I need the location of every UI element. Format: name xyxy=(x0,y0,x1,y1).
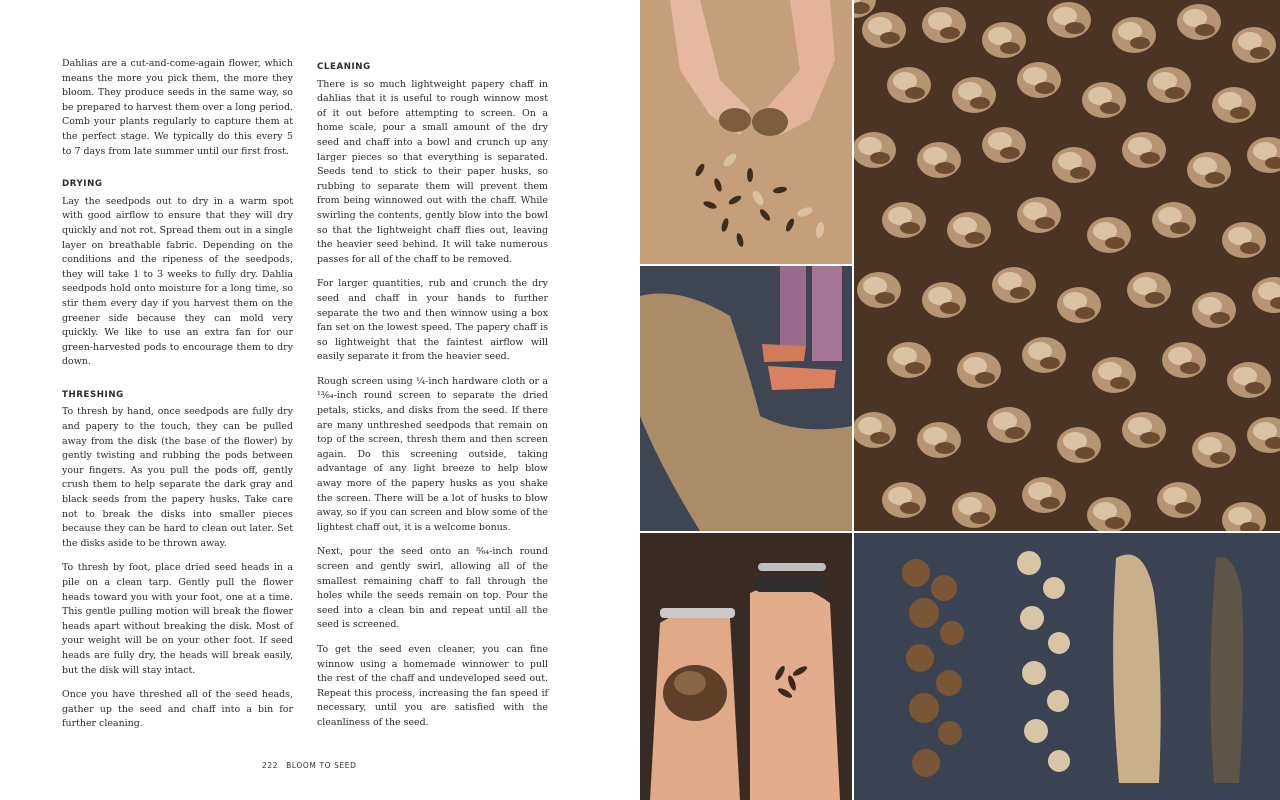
photo-foot-threshing xyxy=(640,266,852,531)
threshing-gather-paragraph: Once you have threshed all of the seed heads, gather up the seed and chaff into a bin for further cleaning. xyxy=(62,689,293,730)
cleaning-fine-screen-paragraph: Next, pour the seed onto an ⁸⁄₆₄-inch round screen and gently swirl, allowing all of the smallest remaining chaff to fall through the holes while the seeds remain on top. Pour the seed into a clean bin and repeat until all the seed is screened. xyxy=(317,546,548,631)
photo-collage xyxy=(640,0,1280,800)
photo-hands-crushing-pods xyxy=(640,0,852,264)
cleaning-heading: CLEANING xyxy=(317,62,371,72)
drying-heading: DRYING xyxy=(62,179,103,190)
cleaning-fine-winnow-paragraph: To get the seed even cleaner, you can fine winnow using a homemade winnower to pull the rest of the chaff and undeveloped seed out. Repeat this process, increasing the fan speed if necessary, until you are satisfied with the cleanliness of the seed. xyxy=(317,643,548,728)
cleaning-winnow-paragraph: There is so much lightweight papery chaff in dahlias that it is useful to rough winnow most of it out before attempting to screen. On a home scale, pour a small amount of the dry seed and chaff into a bowl and crunch up any larger pieces so that everything is separated. Seeds tend to stick to their paper husks, so rubbing to separate them will prevent them from being winnowed out with the chaff. While swirling the contents, gently blow into the bowl so that the lightweight chaff flies out, leaving the heavier seed behind. It will take numerous passes for all of the chaff to be removed. xyxy=(317,78,548,265)
threshing-foot-paragraph: To thresh by foot, place dried seed heads in a pile on a clean tarp. Gently pull the flower heads toward you with your foot, one at a time. This gentle pulling motion will break the flower heads apart without breaking the disk. Most of your weight will be on your other foot. If seed heads are fully dry, the heads will break easily, but the disk will stay intact. xyxy=(62,562,293,676)
threshing-heading: THRESHING xyxy=(62,389,124,400)
photo-dried-seedheads-closeup xyxy=(854,0,1280,531)
intro-paragraph: Dahlias are a cut-and-come-again flower, which means the more you pick them, the more they bloom. They produce seeds in the same way, so be prepared to harvest them over a long period. Comb your plants regularly to capture them at the perfect stage. We typically do this every 5 to 7 days from late summer until our first frost. xyxy=(62,58,293,157)
text-column-left xyxy=(62,57,293,742)
photo-hands-holding-seed xyxy=(640,533,852,800)
cleaning-rough-screen-paragraph: Rough screen using ¼-inch hardware cloth or a ¹³⁄₆₄-inch round screen to separate the dried petals, sticks, and disks from the seed. If there are many unthreshed seedpods that remain on top of the screen, thresh them and then screen again. Do this screening outside, taking advantage of any light breeze to help blow away more of the papery husks as you shake the screen. There will be a lot of husks to blow away, so if you can screen and blow some of the lightest chaff out, it is a welcome bonus. xyxy=(317,375,548,533)
text-column-right xyxy=(317,60,548,741)
page-number: 222 xyxy=(262,761,279,770)
page-footer xyxy=(262,761,365,770)
threshing-hand-paragraph: To thresh by hand, once seedpods are fully dry and papery to the touch, they can be pulled away from the disk (the base of the flower) by gently twisting and rubbing the pods between your fingers. As you pull the pods off, gently crush them to help separate the dark gray and black seeds from the papery husks. Take care not to break the disks into smaller pieces because they can be hard to clean out later. Set the disks aside to be thrown away. xyxy=(62,406,293,549)
photo-cleaning-stages xyxy=(854,533,1280,800)
cleaning-fan-paragraph: For larger quantities, rub and crunch the dry seed and chaff in your hands to further separate the two and then winnow using a box fan set on the lowest speed. The papery chaff is so lightweight that the faintest airflow will easily separate it from the heavier seed. xyxy=(317,278,548,363)
running-title: BLOOM TO SEED xyxy=(286,761,357,770)
drying-paragraph: Lay the seedpods out to dry in a warm spot with good airflow to ensure that they will dry quickly and not rot. Spread them out in a single layer on breathable fabric. Depending on the conditions and the ripeness of the seedpods, they will take 1 to 3 weeks to fully dry. Dahlia seedpods hold onto moisture for a long time, so stir them every day if you harvest them on the greener side because they can mold very quickly. We like to use an extra fan for our green-harvested pods to encourage them to dry down. xyxy=(62,195,293,368)
